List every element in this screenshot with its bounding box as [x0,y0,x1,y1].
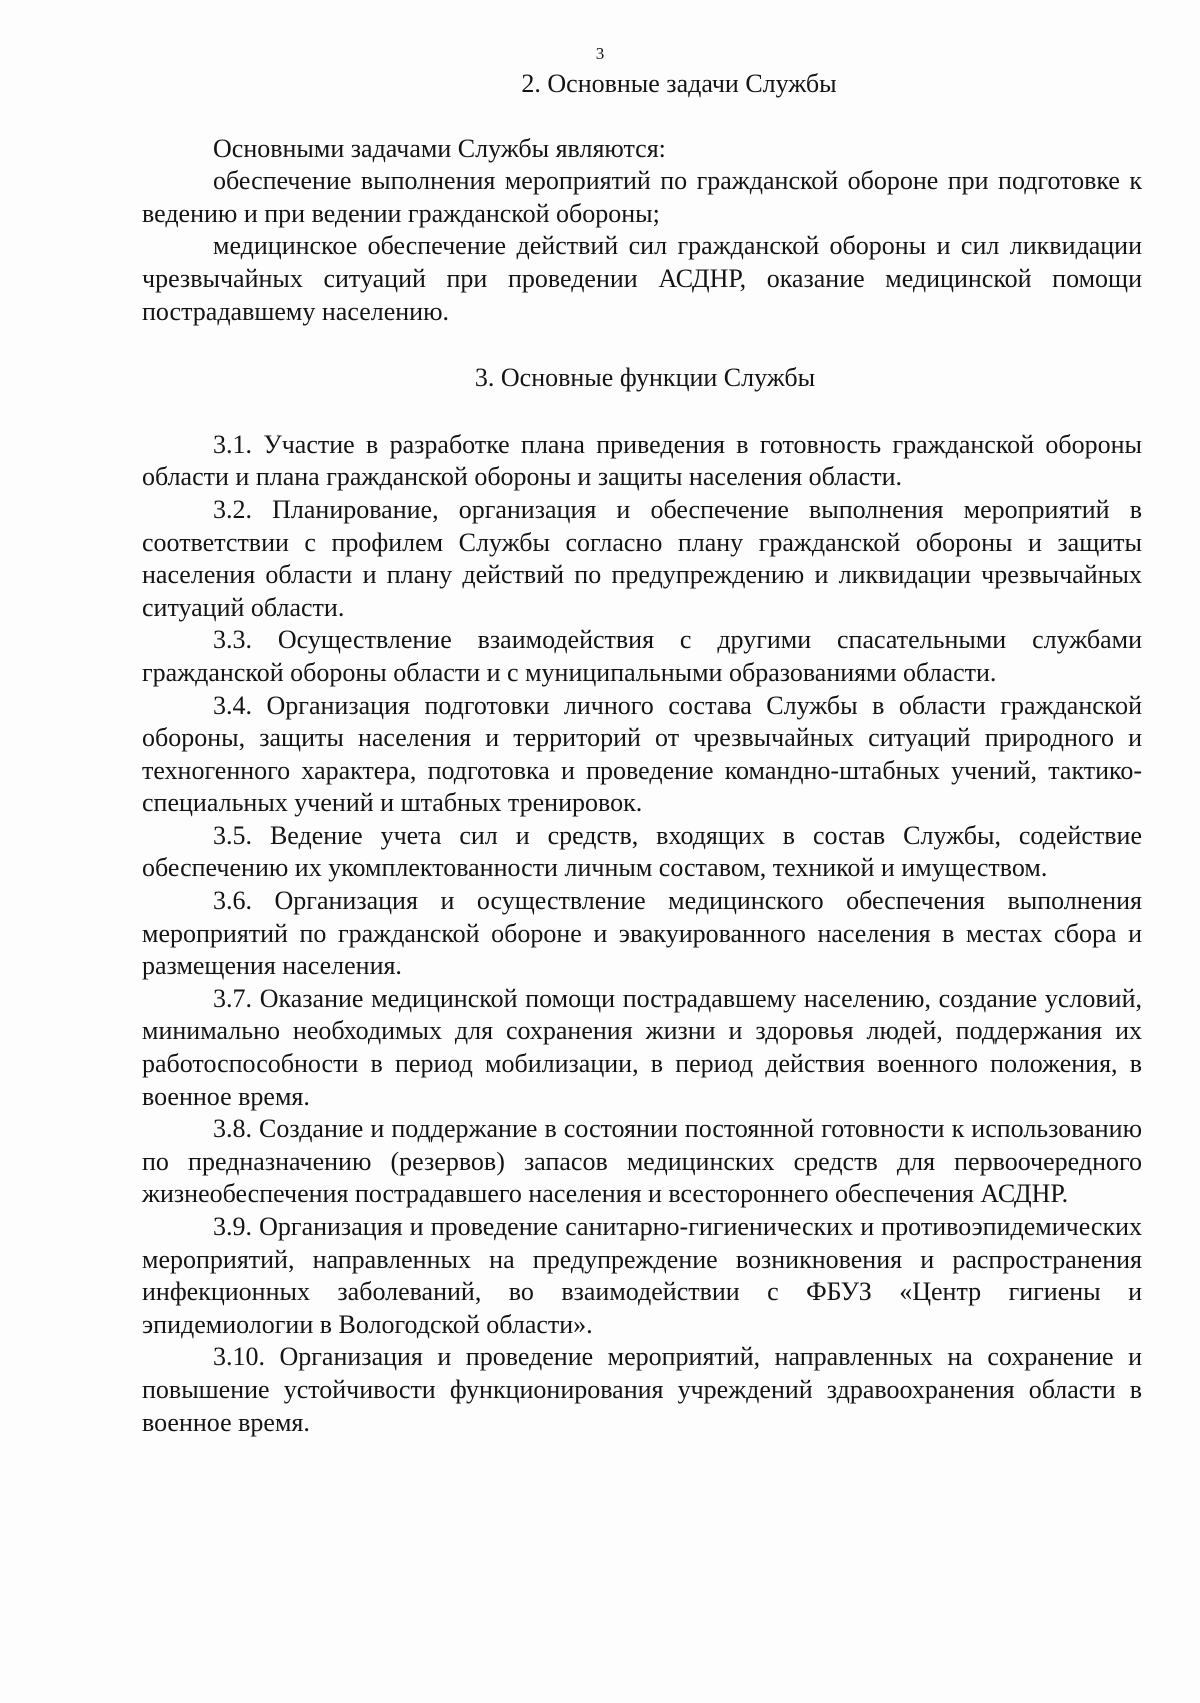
section-3-item: 3.8. Создание и поддержание в состоянии постоянной готовности к использованию по предназначению (резервов) запасов медицинских средств для первоочередного жизнеобеспечения пострадавшего населения и всестороннего обеспечения АСДНР. [142,1114,1142,1209]
section-2-item: обеспечение выполнения мероприятий по гражданской обороне при подготовке к ведению и при ведении гражданской обороны; [142,166,1142,228]
section-3-item: 3.2. Планирование, организация и обеспечение выполнения мероприятий в соответствии с профилем Службы согласно плану гражданской обороны и защиты населения области и плану действий по предупреждению и ликвидации чрезвычайных ситуаций области. [142,494,1142,622]
document-body [142,68,1142,1439]
page-number: 3 [595,44,605,63]
section-3-item: 3.3. Осуществление взаимодействия с другими спасательными службами гражданской обороны области и с муниципальными образованиями области. [142,625,1142,687]
section-2-intro: Основными задачами Службы являются: [213,133,666,163]
section-3-item: 3.7. Оказание медицинской помощи пострадавшему населению, создание условий, минимально необходимых для сохранения жизни и здоровья людей, поддержания их работоспособности в период мобилизации, в период действия военного положения, в военное время. [142,983,1142,1111]
section-3-heading: 3. Основные функции Службы [474,363,816,393]
section-2-item: медицинское обеспечение действий сил гражданской обороны и сил ликвидации чрезвычайных ситуаций при проведении АСДНР, оказание медицинской помощи пострадавшему населению. [142,231,1142,326]
section-3-item: 3.1. Участие в разработке плана приведения в готовность гражданской обороны области и плана гражданской обороны и защиты населения области. [142,429,1142,492]
section-3-item: 3.5. Ведение учета сил и средств, входящих в состав Службы, содействие обеспечению их укомплектованности личным составом, техникой и имуществом. [142,820,1142,883]
section-3-item: 3.9. Организация и проведение санитарно-гигиенических и противоэпидемических мероприятий, направленных на предупреждение возникновения и распространения инфекционных заболеваний, во взаимодействии с ФБУЗ «Центр гигиены и эпидемиологии в Вологодской области». [142,1212,1142,1339]
section-3-item: 3.6. Организация и осуществление медицинского обеспечения выполнения мероприятий по гражданской обороне и эвакуированного населения в местах сбора и размещения населения. [142,886,1142,981]
section-3-item: 3.10. Организация и проведение мероприятий, направленных на сохранение и повышение устойчивости функционирования учреждений здравоохранения области в военное время. [142,1342,1142,1437]
section-3-item: 3.4. Организация подготовки личного состава Службы в области гражданской обороны, защиты населения и территорий от чрезвычайных ситуаций природного и техногенного характера, подготовка и проведение командно-штабных учений, тактико-специальных учений и штабных тренировок. [142,690,1142,818]
section-2-heading: 2. Основные задачи Службы [521,69,837,98]
